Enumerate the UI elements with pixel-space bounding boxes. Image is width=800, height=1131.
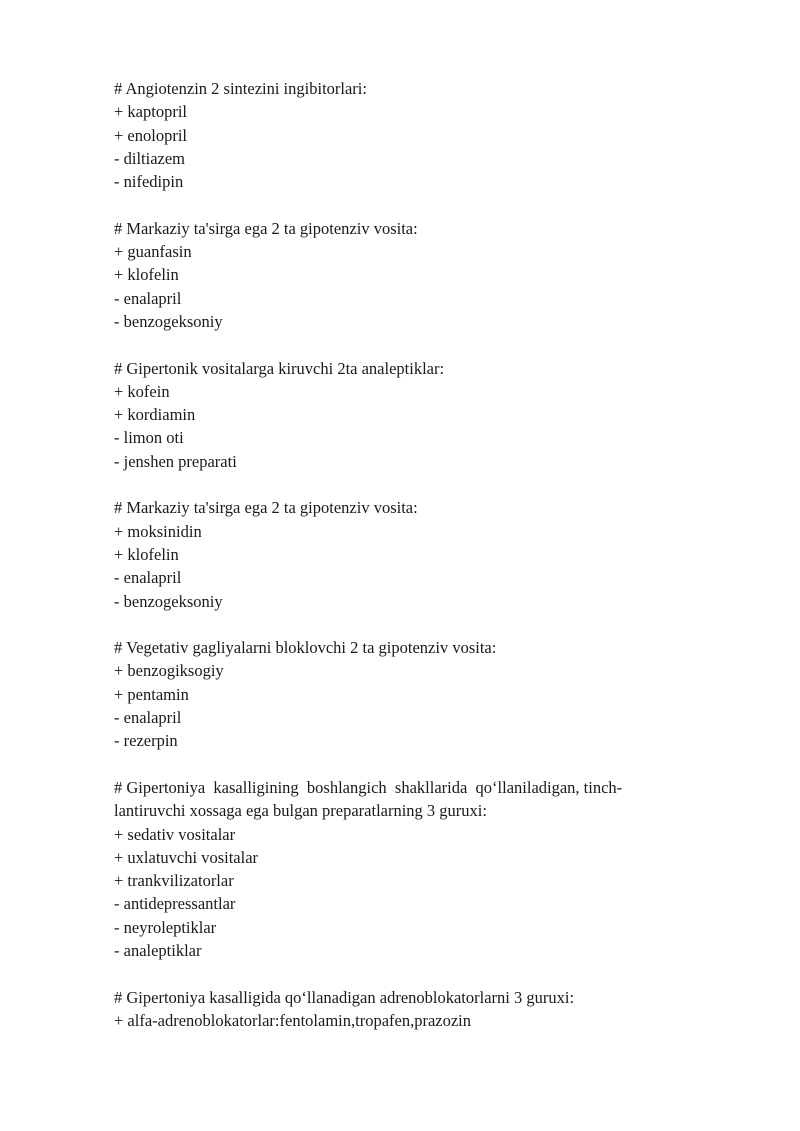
- question-text: # Angiotenzin 2 sintezini ingibitorlari:: [114, 79, 367, 98]
- answer-option: - analeptiklar: [114, 940, 202, 960]
- answer-option: + moksinidin: [114, 521, 202, 541]
- quiz-content: [114, 77, 694, 1055]
- answer-option: - diltiazem: [114, 148, 186, 168]
- answer-option: - enalapril: [114, 708, 182, 728]
- answer-option: + sedativ vositalar: [114, 824, 236, 844]
- question-block: [114, 496, 694, 612]
- answer-option: + kordiamin: [114, 405, 196, 425]
- answer-option: - neyroleptiklar: [114, 917, 217, 937]
- question-text: # Markaziy ta'sirga ega 2 ta gipotenziv vosita:: [114, 498, 418, 518]
- question-block: [114, 357, 694, 473]
- answer-option: + klofelin: [114, 265, 179, 285]
- answer-option: + alfa-adrenoblokatorlar:fentolamin,tropafen,prazozin: [114, 1010, 472, 1030]
- answer-option: + kofein: [114, 381, 170, 401]
- answer-option: + enolopril: [114, 125, 188, 145]
- answer-option: - nifedipin: [114, 172, 184, 192]
- question-text: # Gipertoniya kasalligining boshlangich shakllarida qo‘llaniladigan, tinch-: [114, 777, 623, 797]
- answer-option: + kaptopril: [114, 102, 188, 122]
- answer-option: + uxlatuvchi vositalar: [114, 847, 259, 867]
- question-block: [114, 776, 694, 962]
- question-block: [114, 636, 694, 752]
- question-text: # Markaziy ta'sirga ega 2 ta gipotenziv vosita:: [114, 218, 418, 238]
- answer-option: - jenshen preparati: [114, 451, 237, 471]
- answer-option: + benzogiksogiy: [114, 661, 224, 681]
- answer-option: - benzogeksoniy: [114, 591, 223, 611]
- question-block: [114, 77, 694, 193]
- answer-option: + trankvilizatorlar: [114, 871, 234, 891]
- question-text: # Vegetativ gagliyalarni bloklovchi 2 ta gipotenziv vosita:: [114, 638, 497, 658]
- answer-option: + pentamin: [114, 684, 189, 704]
- answer-option: + klofelin: [114, 544, 179, 564]
- question-text: lantiruvchi xossaga ega bulgan preparatlarning 3 guruxi:: [114, 801, 487, 821]
- answer-option: - antidepressantlar: [114, 894, 236, 914]
- answer-option: - enalapril: [114, 568, 182, 588]
- answer-option: - limon oti: [114, 428, 184, 448]
- answer-option: - enalapril: [114, 288, 182, 308]
- question-block: [114, 217, 694, 333]
- question-text: # Gipertonik vositalarga kiruvchi 2ta analeptiklar:: [114, 358, 445, 378]
- answer-option: - rezerpin: [114, 731, 178, 751]
- question-block: [114, 986, 694, 1033]
- answer-option: + guanfasin: [114, 242, 192, 262]
- answer-option: - benzogeksoniy: [114, 311, 223, 331]
- question-text: # Gipertoniya kasalligida qo‘llanadigan adrenoblokatorlarni 3 guruxi:: [114, 987, 575, 1007]
